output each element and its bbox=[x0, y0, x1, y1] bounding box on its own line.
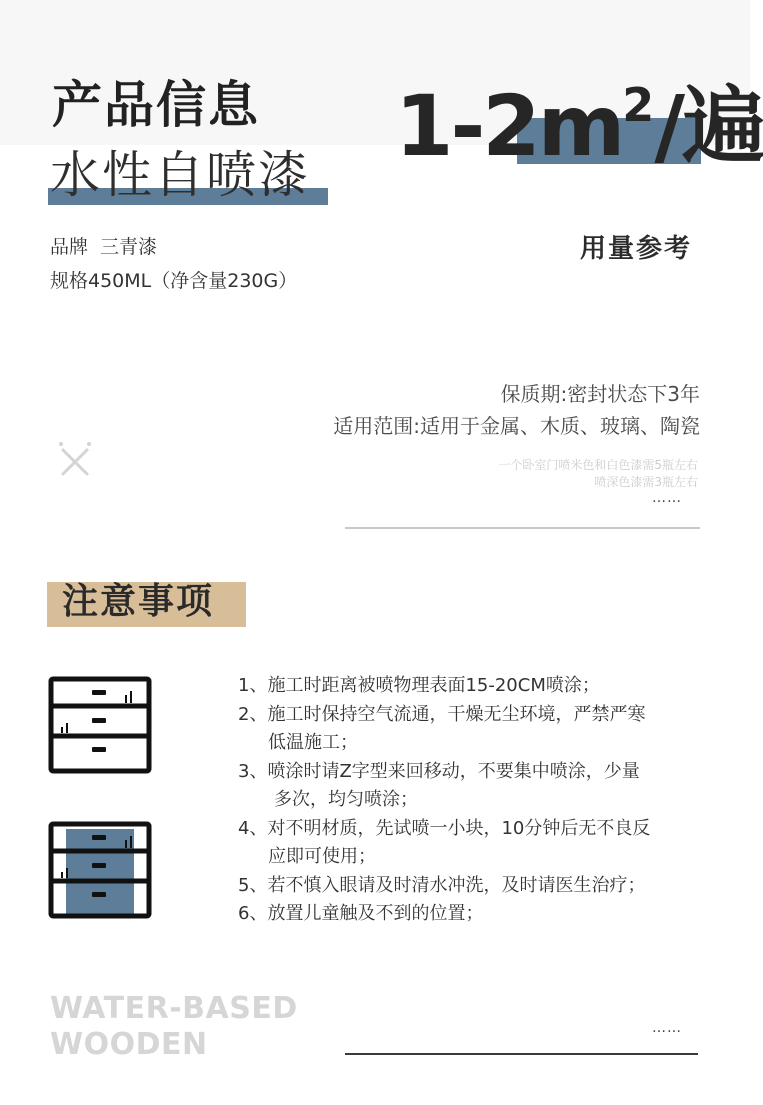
shelf-life-text: 保质期:密封状态下3年 bbox=[500, 382, 700, 406]
cabinet-icon bbox=[48, 676, 154, 776]
brand-value: 三青漆 bbox=[100, 236, 158, 258]
usage-unit: /遍 bbox=[654, 77, 763, 175]
divider bbox=[345, 527, 700, 529]
notice-item-text: 3、喷涂时请Z字型来回移动，不要集中喷涂，少量 bbox=[238, 760, 640, 782]
usage-number: 1-2m bbox=[395, 77, 623, 175]
ellipsis-mark: …… bbox=[652, 1020, 682, 1036]
notice-item-continuation: 多次，均匀喷涂； bbox=[274, 789, 418, 810]
page-title: 产品信息 bbox=[52, 76, 260, 134]
notice-list bbox=[238, 672, 708, 929]
divider bbox=[345, 1053, 698, 1055]
notice-item bbox=[238, 672, 708, 701]
notice-item bbox=[238, 900, 708, 929]
notice-item bbox=[238, 815, 708, 872]
usage-label: 用量参考 bbox=[580, 234, 693, 264]
notice-item-text: 1、施工时距离被喷物理表面15-20CM喷涂； bbox=[238, 675, 600, 696]
notice-item-continuation: 低温施工； bbox=[268, 732, 358, 753]
product-subtitle: 水性自喷漆 bbox=[50, 146, 310, 204]
coverage-note-2: 喷深色漆需3瓶左右 bbox=[594, 475, 698, 489]
cabinet-painted-icon bbox=[48, 821, 154, 921]
notice-item bbox=[238, 758, 708, 815]
notice-item-text: 5、若不慎入眼请及时清水冲洗，及时请医生治疗； bbox=[238, 874, 646, 896]
notice-item bbox=[238, 872, 708, 901]
scope-text: 适用范围:适用于金属、木质、玻璃、陶瓷 bbox=[333, 414, 700, 438]
coverage-note-1: 一个卧室门喷米色和白色漆需5瓶左右 bbox=[498, 458, 698, 472]
notice-item-text: 2、施工时保持空气流通，干燥无尘环境，严禁严寒 bbox=[238, 703, 646, 725]
english-caption-line-1: WATER-BASED bbox=[50, 991, 298, 1026]
usage-exponent: 2 bbox=[622, 78, 655, 132]
notice-item-continuation: 应即可使用； bbox=[268, 846, 376, 867]
close-x-icon bbox=[55, 440, 95, 480]
usage-value bbox=[395, 77, 763, 175]
notice-item-text: 4、对不明材质，先试喷一小块，10分钟后无不良反 bbox=[238, 817, 651, 839]
notice-title: 注意事项 bbox=[62, 581, 215, 622]
spec-line: 规格450ML（净含量230G） bbox=[50, 270, 298, 292]
english-caption-line-2: WOODEN bbox=[50, 1027, 208, 1062]
ellipsis-mark: …… bbox=[652, 490, 682, 506]
brand-line bbox=[50, 232, 157, 259]
notice-item-text: 6、放置儿童触及不到的位置； bbox=[238, 903, 484, 924]
brand-label: 品牌 bbox=[50, 236, 89, 258]
notice-item bbox=[238, 701, 708, 758]
